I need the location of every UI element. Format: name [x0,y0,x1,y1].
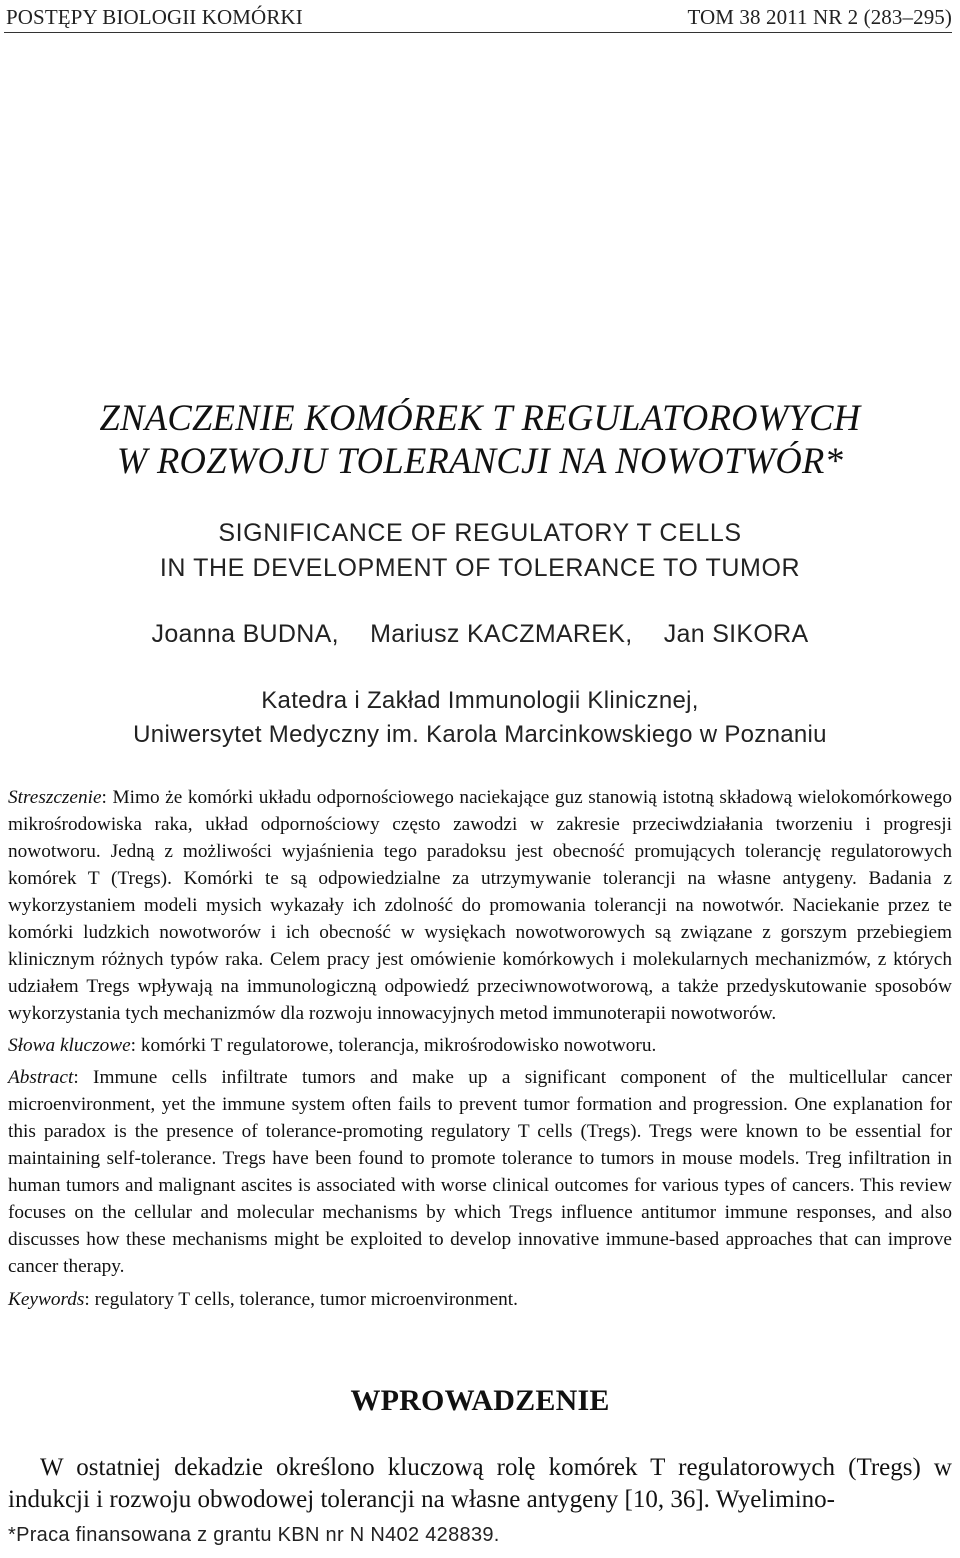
streszczenie-label: Streszczenie [8,787,102,808]
affiliation-line-1: Katedra i Zakład Immunologii Klinicznej, [261,687,699,714]
author-1: Joanna BUDNA, [151,620,339,648]
affiliation-line-2: Uniwersytet Medyczny im. Karola Marcinkowskiego w Poznaniu [133,721,827,748]
running-header [6,2,952,32]
english-title [0,516,960,586]
funding-footnote: *Praca finansowana z grantu KBN nr N N402 428839. [8,1524,500,1546]
section-heading: WPROWADZENIE [350,1384,610,1417]
slowa-kluczowe-text: : komórki T regulatorowe, tolerancja, mikrośrodowisko nowotworu. [130,1035,657,1056]
author-list [0,620,960,649]
journal-name: POSTĘPY BIOLOGII KOMÓRKI [6,4,303,29]
keywords-paragraph [8,1286,952,1313]
abstract-text: : Immune cells infiltrate tumors and make up a significant component of the multicellular cancer microenvironment, yet the immune system often fails to prevent tumor formation and progression. One explanation for this paradox is the presence of tolerance-promoting regulatory T cells (Tregs). Tregs were known to be essential for maintaining self-tolerance. Tregs have been found to promote tolerance to tumors in mouse models. Treg infiltration in human tumors and malignant ascites is associated with worse clinical outcomes for various types of cancers. This review focuses on the cellular and molecular mechanisms by which Tregs influence antitumor immune responses, and also discusses how these mechanisms might be exploited to develop innovative immune-based approaches that can improve cancer therapy. [8,1067,952,1277]
english-title-line-1: SIGNIFICANCE OF REGULATORY T CELLS [218,519,742,547]
slowa-kluczowe-label: Słowa kluczowe [8,1035,131,1056]
abstract-paragraph [8,1064,952,1280]
title-line-2: W ROZWOJU TOLERANCJI NA NOWOTWÓR* [116,440,844,481]
affiliation [0,684,960,752]
keywords-text: : regulatory T cells, tolerance, tumor microenvironment. [84,1289,518,1310]
streszczenie-paragraph [8,784,952,1027]
author-2: Mariusz KACZMAREK, [370,620,633,648]
author-3: Jan SIKORA [663,620,809,648]
volume-info: TOM 38 2011 NR 2 (283–295) [687,4,952,29]
slowa-kluczowe-paragraph [8,1032,952,1059]
english-title-line-2: IN THE DEVELOPMENT OF TOLERANCE TO TUMOR [159,554,801,582]
article-title [0,396,960,482]
streszczenie-text: : Mimo że komórki układu odpornościowego naciekające guz stanowią istotną składową wielokomórkowego mikrośrodowiska raka, układ odpornościowy często zawodzi w zakresie przeciwdziałania tworzeniu i progresji nowotworu. Jedną z możliwości wyjaśnienia tego paradoksu jest obecność promujących tolerancję regulatorowych komórek T (Tregs). Komórki te są odpowiedzialne za utrzymywanie tolerancji na własne antygeny. Badania z wykorzystaniem modeli mysich wykazały ich zdolność do promowania tolerancji na nowotwór. Naciekanie przez te komórki ludzkich nowotworów i ich obecność w wysiękach nowotworowych są związane z gorszym przebiegiem klinicznym różnych typów raka. Celem pracy jest omówienie komórkowych i molekularnych mechanizmów, z których udziałem Tregs wpływają na immunologiczną odpowiedź przeciwnowotworową, a także przedyskutowanie sposobów wykorzystania tych mechanizmów dla rozwoju innowacyjnych metod immunoterapii nowotworów. [8,787,952,1024]
abstract-label: Abstract [8,1067,74,1088]
abstract-block [8,784,952,1318]
header-rule [4,32,952,33]
keywords-label: Keywords [8,1289,85,1310]
intro-paragraph: W ostatniej dekadzie określono kluczową rolę komórek T regulatorowych (Tregs) w indukcji i rozwoju obwodowej tolerancji na własne antygeny [10, 36]. Wyelimino- [8,1454,952,1513]
title-line-1: ZNACZENIE KOMÓREK T REGULATOROWYCH [99,397,861,438]
